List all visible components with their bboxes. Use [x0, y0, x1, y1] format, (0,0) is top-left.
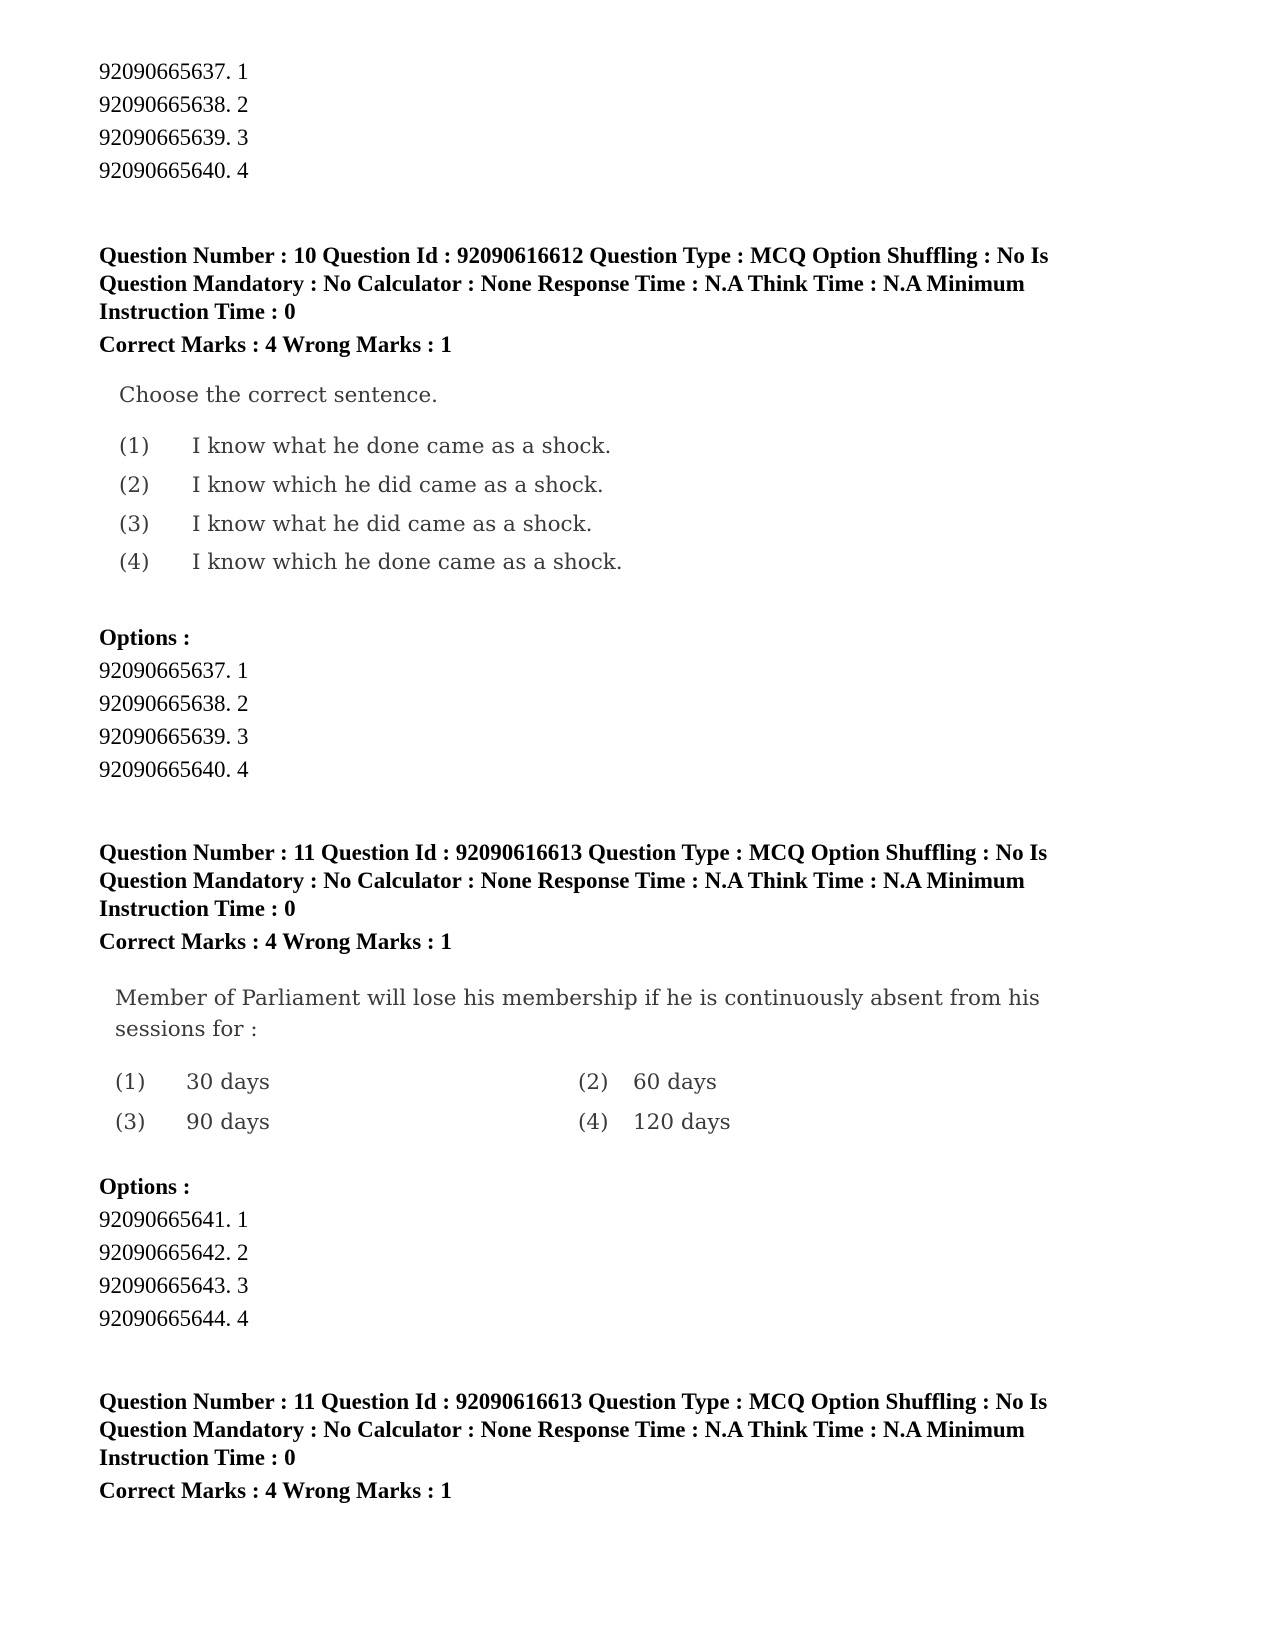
- choice-text: 60 days: [633, 1070, 717, 1095]
- choice-item: [115, 1110, 415, 1138]
- option-line: 92090665642. 2: [99, 1240, 249, 1265]
- choice-text: 120 days: [633, 1110, 731, 1135]
- option-line: 92090665637. 1: [99, 59, 249, 84]
- option-line: 92090665641. 1: [99, 1207, 249, 1232]
- choice-text: I know which he did came as a shock.: [192, 473, 604, 498]
- choice-item: [578, 1070, 878, 1098]
- choice-item: [119, 550, 659, 578]
- choice-text: 90 days: [186, 1110, 270, 1135]
- choice-item: [119, 473, 659, 501]
- question-stem: Choose the correct sentence.: [119, 383, 439, 408]
- option-line: 92090665640. 4: [99, 158, 249, 183]
- question-image: [119, 383, 659, 593]
- option-line: 92090665638. 2: [99, 691, 249, 716]
- choice-number: (2): [578, 1070, 609, 1095]
- question-header: [99, 242, 1179, 326]
- question-stem: Member of Parliament will lose his membership if he is continuously absent from his: [115, 986, 1040, 1011]
- option-line: 92090665644. 4: [99, 1306, 249, 1331]
- question-header-line: Question Number : 11 Question Id : 92090616613 Question Type : MCQ Option Shuffling : No Is: [99, 1389, 1048, 1414]
- question-header: [99, 839, 1179, 923]
- choice-number: (4): [119, 550, 150, 575]
- choice-number: (1): [119, 434, 150, 459]
- choice-number: (3): [119, 512, 150, 537]
- question-header-line: Instruction Time : 0: [99, 1445, 296, 1470]
- option-line: 92090665637. 1: [99, 658, 249, 683]
- choice-number: (2): [119, 473, 150, 498]
- question-header-line: Question Number : 11 Question Id : 92090616613 Question Type : MCQ Option Shuffling : No Is: [99, 840, 1048, 865]
- option-line: 92090665639. 3: [99, 125, 249, 150]
- question-header-line: Question Mandatory : No Calculator : None Response Time : N.A Think Time : N.A Minimum: [99, 868, 1025, 893]
- question-stem: sessions for :: [115, 1017, 258, 1042]
- choice-text: I know what he done came as a shock.: [192, 434, 612, 459]
- options-label: Options :: [99, 625, 191, 650]
- choice-item: [119, 512, 659, 540]
- option-line: 92090665640. 4: [99, 757, 249, 782]
- options-label: Options :: [99, 1174, 191, 1199]
- question-header-line: Instruction Time : 0: [99, 299, 296, 324]
- choice-item: [578, 1110, 878, 1138]
- choice-text: I know what he did came as a shock.: [192, 512, 593, 537]
- choice-item: [119, 434, 659, 462]
- marks-line: Correct Marks : 4 Wrong Marks : 1: [99, 332, 452, 357]
- question-header-line: Question Mandatory : No Calculator : None Response Time : N.A Think Time : N.A Minimum: [99, 1417, 1025, 1442]
- question-image: [115, 986, 1075, 1141]
- choice-number: (4): [578, 1110, 609, 1135]
- question-header-line: Question Number : 10 Question Id : 92090616612 Question Type : MCQ Option Shuffling : No Is: [99, 243, 1049, 268]
- choice-number: (1): [115, 1070, 146, 1095]
- question-header-line: Instruction Time : 0: [99, 896, 296, 921]
- choice-number: (3): [115, 1110, 146, 1135]
- question-header: [99, 1388, 1179, 1472]
- marks-line: Correct Marks : 4 Wrong Marks : 1: [99, 1478, 452, 1503]
- question-header-line: Question Mandatory : No Calculator : None Response Time : N.A Think Time : N.A Minimum: [99, 271, 1025, 296]
- choice-item: [115, 1070, 415, 1098]
- option-line: 92090665638. 2: [99, 92, 249, 117]
- choice-text: 30 days: [186, 1070, 270, 1095]
- option-line: 92090665643. 3: [99, 1273, 249, 1298]
- choice-text: I know which he done came as a shock.: [192, 550, 623, 575]
- marks-line: Correct Marks : 4 Wrong Marks : 1: [99, 929, 452, 954]
- option-line: 92090665639. 3: [99, 724, 249, 749]
